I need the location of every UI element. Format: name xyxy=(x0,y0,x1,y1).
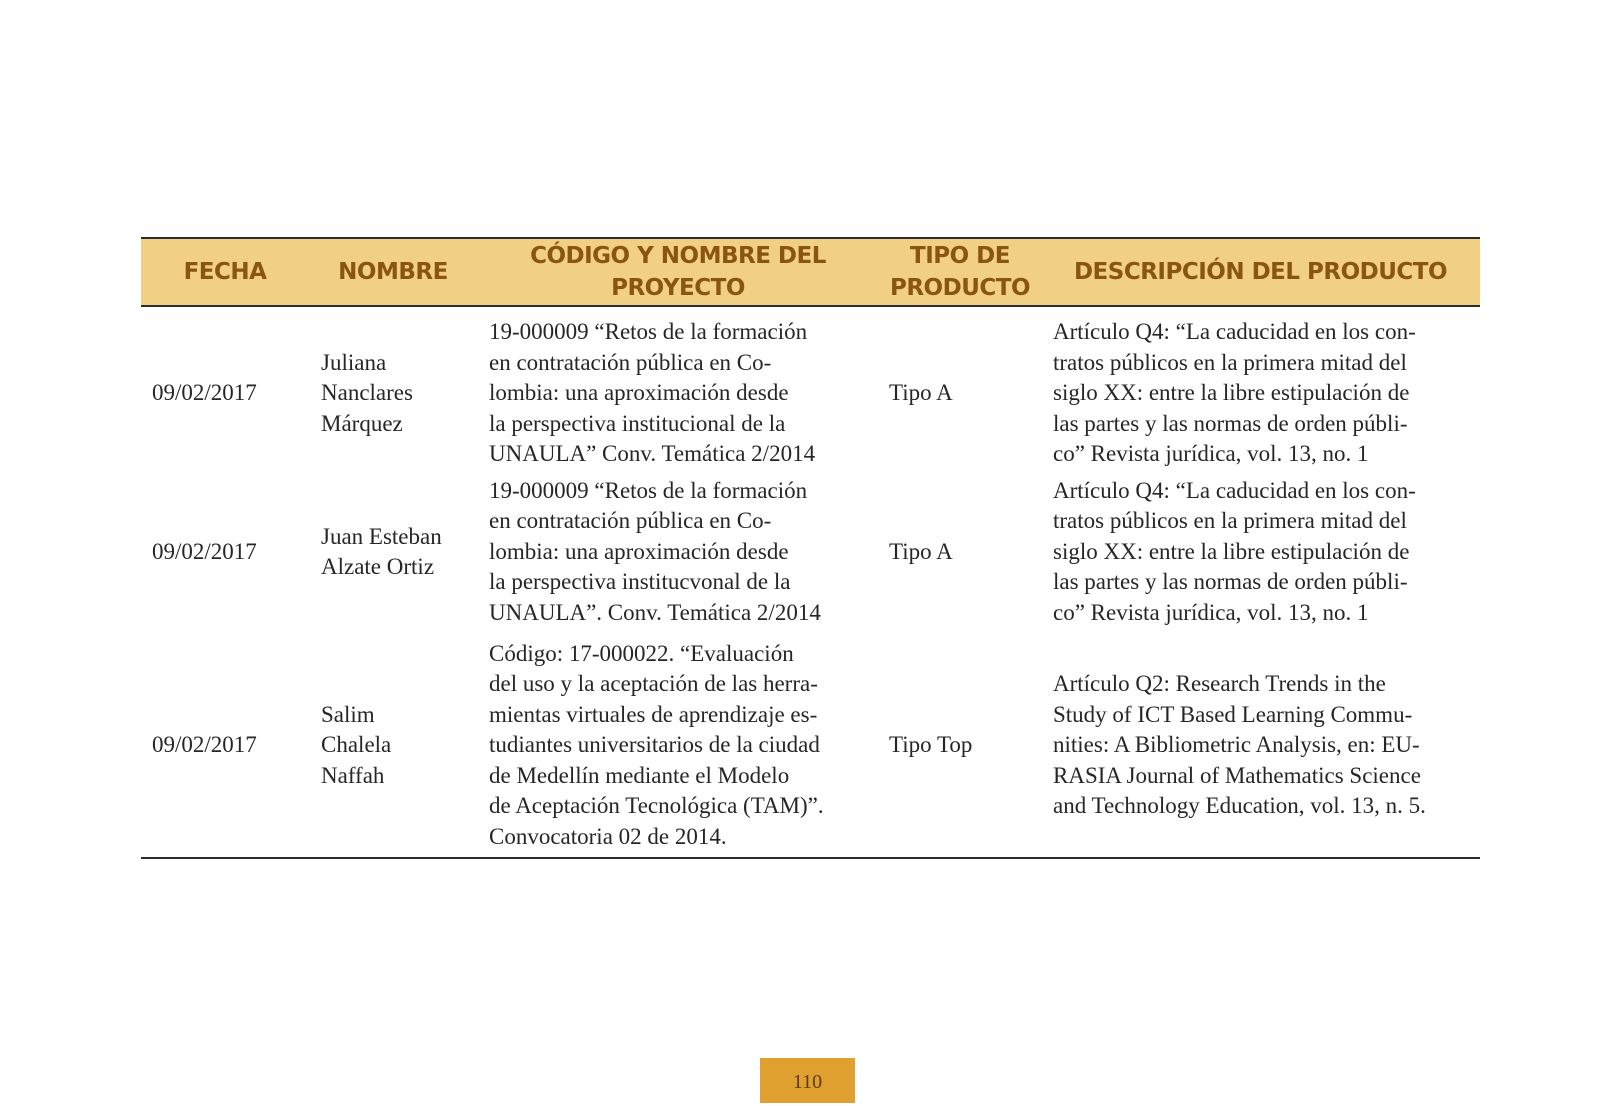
cell-proyecto: Código: 17-000022. “Evaluación del uso y la aceptación de las herra- mientas virtuales de aprendizaje es- tudiantes universitarios de la ciudad de Medellín mediante el Modelo de Aceptación Tecnológica (TAM)”. Convocatoria 02 de 2014. xyxy=(489,640,824,849)
cell-tipo: Tipo A xyxy=(889,538,953,564)
table-body xyxy=(141,306,1480,858)
header-tipo-line1: TIPO DE xyxy=(910,243,1010,269)
cell-nombre: Juliana Nanclares Márquez xyxy=(321,349,413,436)
cell-descripcion: Artículo Q4: “La caducidad en los con- tratos públicos en la primera mitad del siglo XX: entre la libre estipulación de las partes y las normas de orden públi- co” Revista jurídica, vol. 13, no. 1 xyxy=(1053,477,1416,625)
header-codigo-proyecto xyxy=(477,238,879,306)
cell-proyecto: 19-000009 “Retos de la formación en contratación pública en Co- lombia: una aproximación desde la perspectiva institucvonal de la UNAULA”. Conv. Temática 2/2014 xyxy=(489,477,821,625)
header-codigo-line1: CÓDIGO Y NOMBRE DEL xyxy=(530,243,826,269)
cell-descripcion: Artículo Q4: “La caducidad en los con- tratos públicos en la primera mitad del siglo XX: entre la libre estipulación de las partes y las normas de orden públi- co” Revista jurídica, vol. 13, no. 1 xyxy=(1053,319,1416,467)
cell-fecha: 09/02/2017 xyxy=(152,732,257,758)
cell-descripcion: Artículo Q2: Research Trends in the Study of ICT Based Learning Commu- nities: A Bibliometric Analysis, en: EU- RASIA Journal of Mathematics Science and Technology Education, vol. 13, n. 5. xyxy=(1053,671,1426,819)
cell-fecha: 09/02/2017 xyxy=(152,380,257,406)
cell-nombre: Juan Esteban Alzate Ortiz xyxy=(321,523,442,579)
cell-tipo: Tipo A xyxy=(889,380,953,406)
header-tipo-line2: PRODUCTO xyxy=(889,275,1030,301)
cell-tipo: Tipo Top xyxy=(889,732,973,758)
table-header xyxy=(141,238,1480,306)
products-table xyxy=(141,237,1480,859)
header-fecha: FECHA xyxy=(183,259,267,285)
table-row xyxy=(141,470,1480,634)
table-row xyxy=(141,634,1480,858)
cell-fecha: 09/02/2017 xyxy=(152,538,257,564)
products-table-container xyxy=(141,237,1480,859)
table-row xyxy=(141,306,1480,470)
cell-proyecto: 19-000009 “Retos de la formación en contratación pública en Co- lombia: una aproximación desde la perspectiva institucional de la UNAULA” Conv. Temática 2/2014 xyxy=(489,319,816,467)
cell-nombre: Salim Chalela Naffah xyxy=(321,701,392,788)
header-codigo-line2: PROYECTO xyxy=(611,275,745,301)
header-row xyxy=(141,238,1480,306)
header-nombre: NOMBRE xyxy=(338,259,448,285)
header-tipo-producto xyxy=(879,238,1041,306)
header-descripcion: DESCRIPCIÓN DEL PRODUCTO xyxy=(1073,259,1448,285)
page-number-badge xyxy=(760,1058,855,1103)
page-number: 110 xyxy=(792,1071,823,1093)
